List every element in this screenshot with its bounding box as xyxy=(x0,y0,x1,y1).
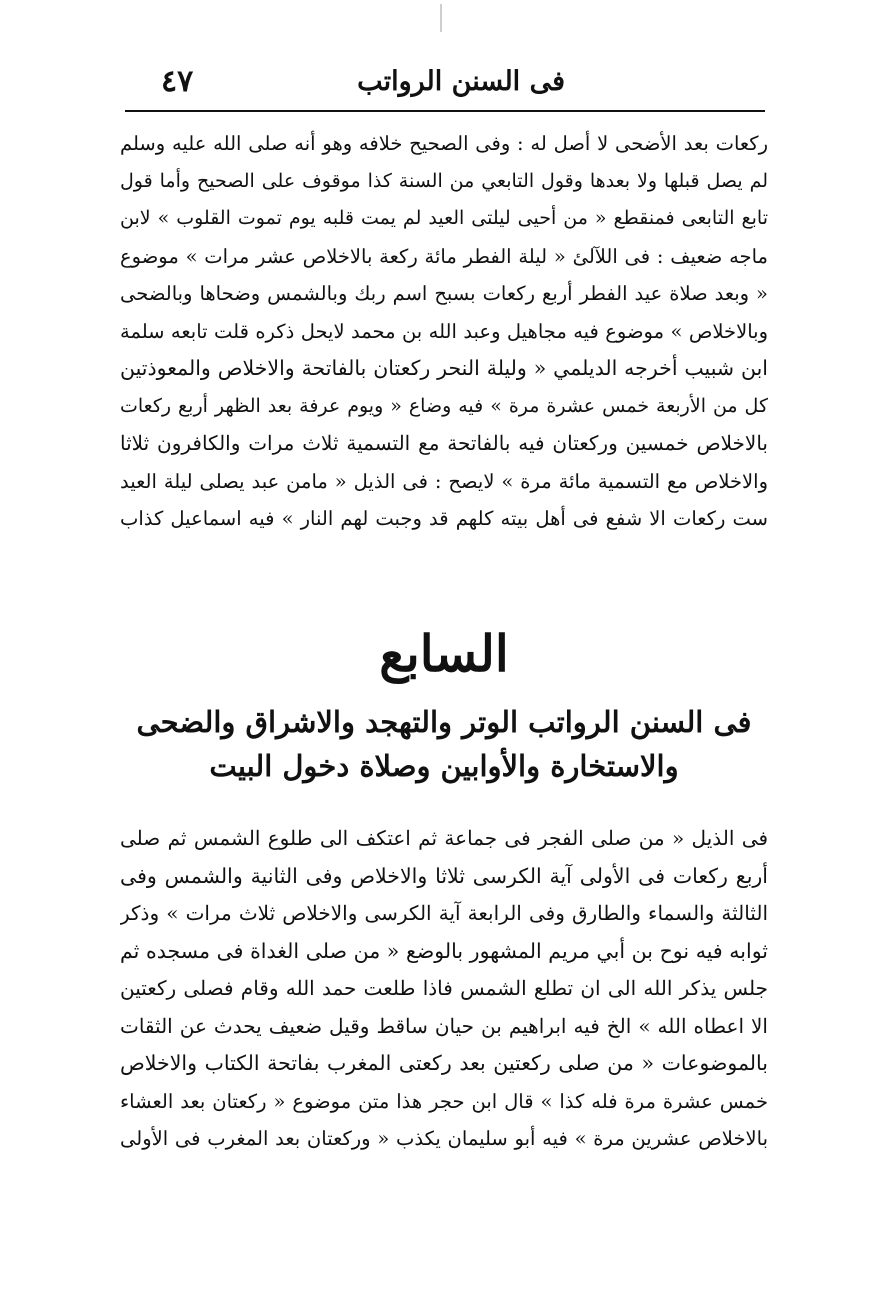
text-line: فى الذيل « من صلى الفجر فى جماعة ثم اعتكف الى طلوع الشمس ثم صلى xyxy=(120,826,768,850)
text-line: ركعات بعد الأضحى لا أصل له : وفى الصحيح خلافه وهو أنه صلى الله عليه وسلم xyxy=(120,132,768,155)
text-line: لم يصل قبلها ولا بعدها وقول التابعي من السنة كذا موقوف على الصحيح وأما قول xyxy=(120,169,768,192)
scan-mark xyxy=(440,4,442,32)
text-line: ماجه ضعيف : فى اللآلئ « ليلة الفطر مائة ركعة بالاخلاص عشر مرات » موضوع xyxy=(120,244,768,268)
text-line: الا اعطاه الله » الخ فيه ابراهيم بن حيان ساقط وقيل ضعيف يحدث عن الثقات xyxy=(120,1013,768,1038)
paragraph-before-chapter xyxy=(120,125,768,538)
page-header xyxy=(125,60,765,104)
chapter-subtitle xyxy=(120,700,768,788)
text-line: والاخلاص مع التسمية مائة مرة » لايصح : فى الذيل « مامن عبد يصلى ليلة العيد xyxy=(120,469,768,493)
text-line: بالاخلاص خمسين وركعتان فيه بالفاتحة مع التسمية ثلاث مرات والكافرون ثلاثا xyxy=(120,431,768,455)
text-line: بالاخلاص عشرين مرة » فيه أبو سليمان يكذب « وركعتان بعد المغرب فى الأولى xyxy=(120,1127,768,1150)
paragraph-after-chapter xyxy=(120,820,768,1158)
text-line: كل من الأربعة خمس عشرة مرة » فيه وضاع « ويوم عرفة بعد الظهر أربع ركعات xyxy=(120,394,768,417)
text-line: ابن شبيب أخرجه الديلمي « وليلة النحر ركعتان بالفاتحة والاخلاص والمعوذتين xyxy=(120,356,768,380)
text-line: خمس عشرة مرة فله كذا » قال ابن حجر هذا متن موضوع « ركعتان بعد العشاء xyxy=(120,1089,768,1113)
text-line: ثوابه فيه نوح بن أبي مريم المشهور بالوضع « من صلى الغداة فى مسجده ثم xyxy=(120,938,768,963)
text-line: جلس يذكر الله الى ان تطلع الشمس فاذا طلعت حمد الله وقام فصلى ركعتين xyxy=(120,976,768,1000)
running-title: فى السنن الرواتب xyxy=(357,66,565,97)
chapter-subtitle-line: فى السنن الرواتب الوتر والتهجد والاشراق والضحى xyxy=(136,705,752,739)
text-line: « وبعد صلاة عيد الفطر أربع ركعات بسبح اسم ربك وبالشمس وضحاها وبالضحى xyxy=(120,282,768,305)
page-number: ٤٧ xyxy=(161,64,194,99)
text-line: تابع التابعى فمنقطع « من أحيى ليلتى العيد لم يمت قلبه يوم تموت القلوب » لابن xyxy=(120,207,768,229)
chapter-subtitle-line: والاستخارة والأوابين وصلاة دخول البيت xyxy=(209,749,679,783)
text-line: الثالثة والسماء والطارق وفى الرابعة آية الكرسى والاخلاص ثلاث مرات » وذكر xyxy=(120,901,768,925)
chapter-title: السابع xyxy=(379,624,509,683)
text-line: وبالاخلاص » موضوع فيه مجاهيل وعبد الله بن محمد لايحل ذكره قلت تابعه سلمة xyxy=(120,319,768,343)
text-line: بالموضوعات « من صلى ركعتين بعد ركعتى المغرب بفاتحة الكتاب والاخلاص xyxy=(120,1051,768,1075)
text-line: ست ركعات الا شفع فى أهل بيته كلهم قد وجبت لهم النار » فيه اسماعيل كذاب xyxy=(120,507,768,530)
text-line: أربع ركعات فى الأولى آية الكرسى ثلاثا والاخلاص وفى الثانية والشمس وفى xyxy=(120,863,768,888)
header-rule xyxy=(125,110,765,112)
